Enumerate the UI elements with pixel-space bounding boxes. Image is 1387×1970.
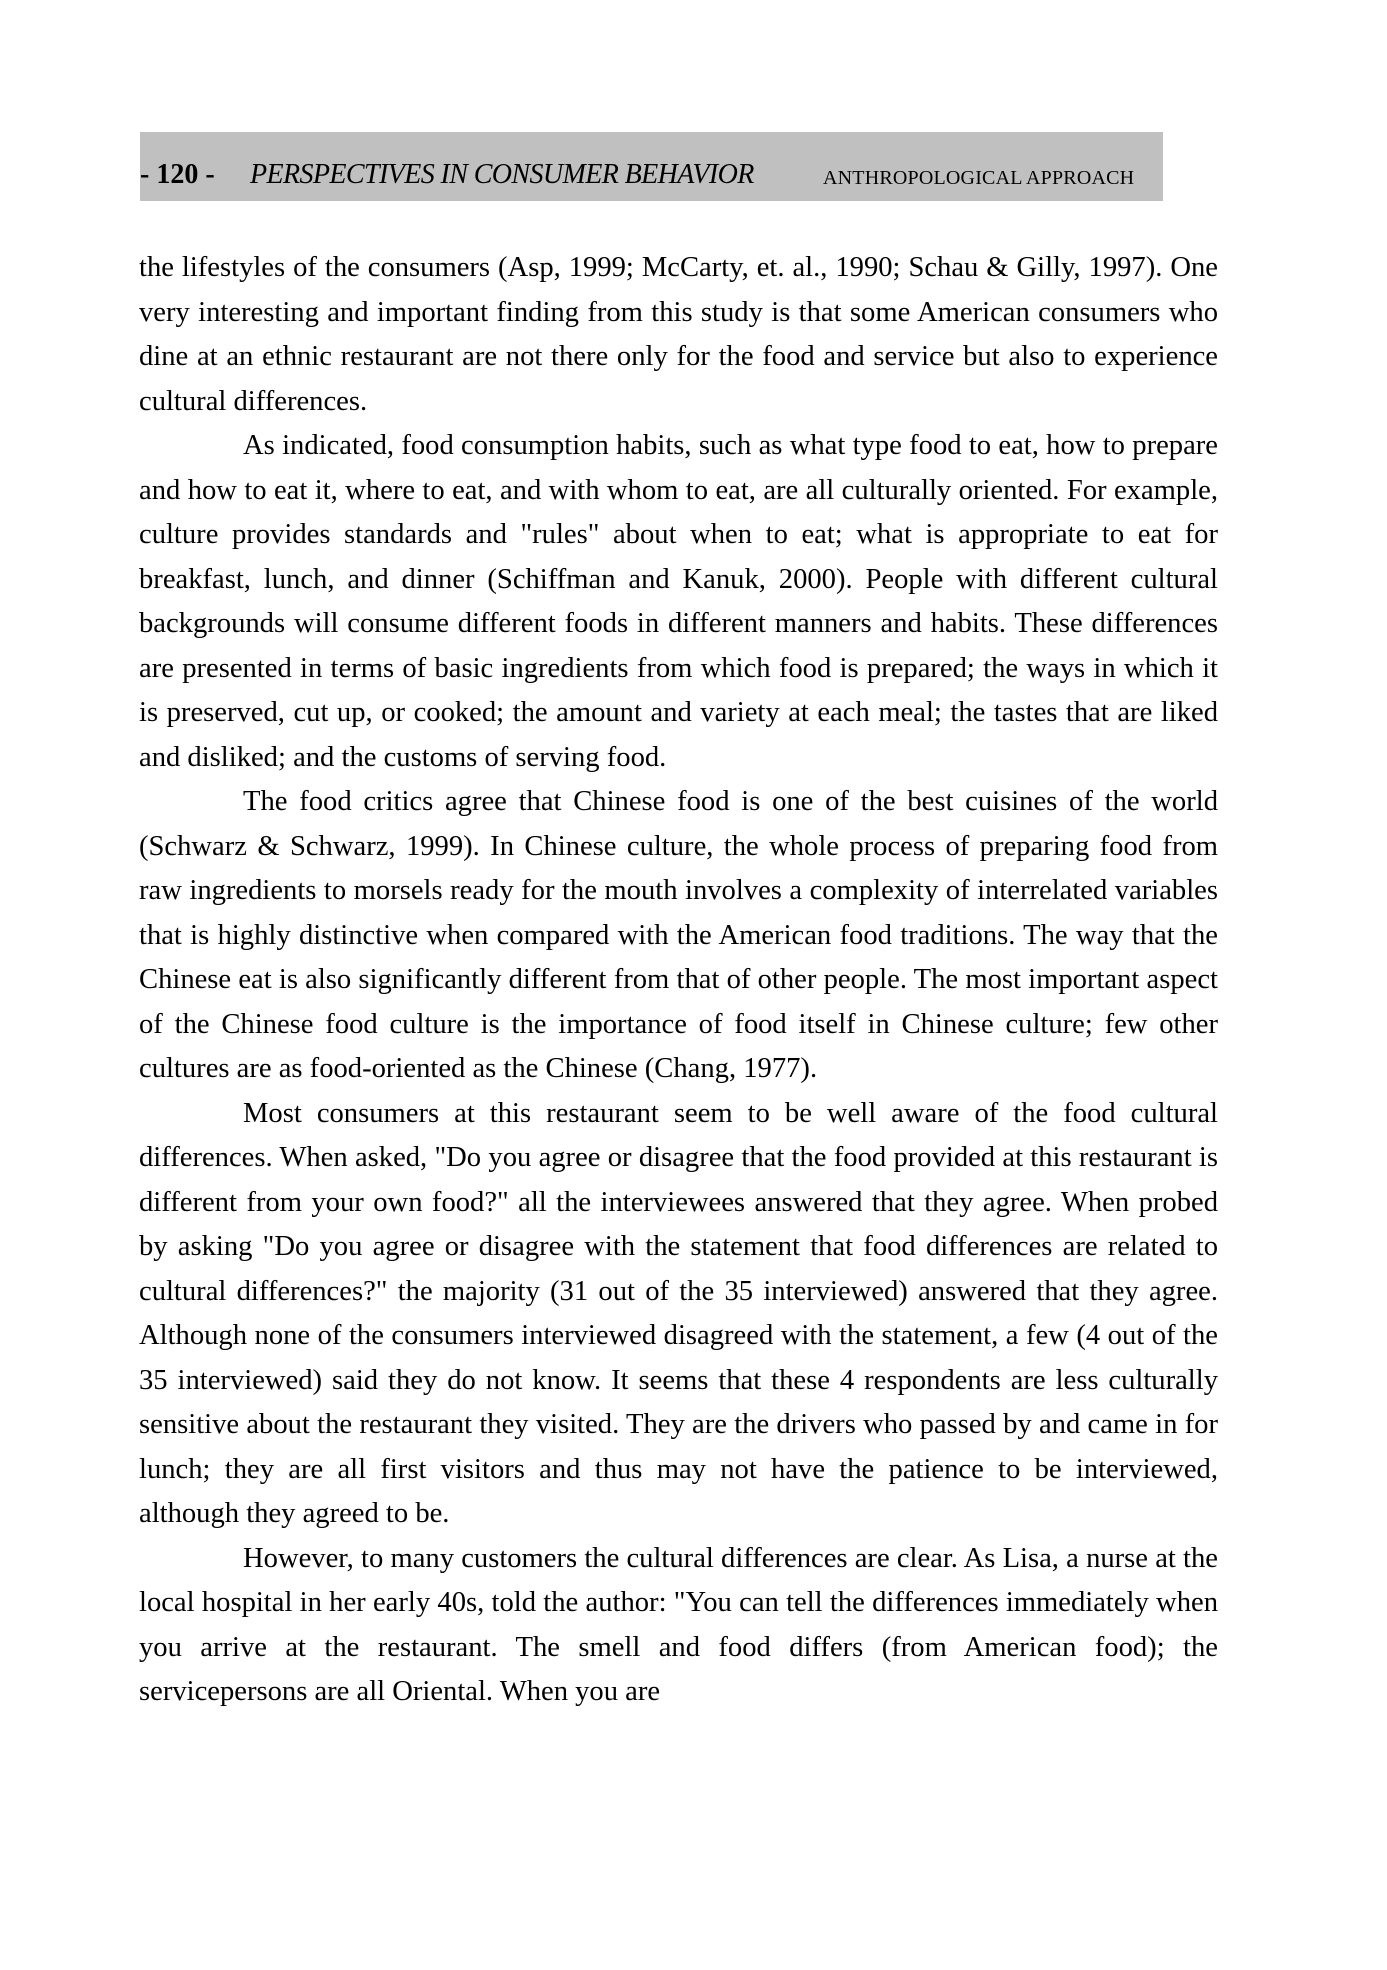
paragraph-4: Most consumers at this restaurant seem to be well aware of the food cultural differences. When asked, "Do you agree or disagree that the food provided at this restaurant is different from your own food?" all the interviewees answered that they agree. When probed by asking "Do you agree or disagree with the statement that food differences are related to cultural differences?" the majority (31 out of the 35 interviewed) answered that they agree. Although none of the consumers interviewed disagreed with the statement, a few (4 out of the 35 interviewed) said they do not know. It seems that these 4 respondents are less culturally sensitive about the restaurant they visited. They are the drivers who passed by and came in for lunch; they are all first visitors and thus may not have the patience to be interviewed, although they agreed to be.	[139, 1097, 1218, 1529]
paragraph-1: the lifestyles of the consumers (Asp, 1999; McCarty, et. al., 1990; Schau & Gilly, 1997). One very interesting and important finding from this study is that some American consumers who dine at an ethnic restaurant are not there only for the food and service but also to experience cultural differences.	[139, 252, 1218, 417]
paragraph-2: As indicated, food consumption habits, such as what type food to eat, how to prepare and how to eat it, where to eat, and with whom to eat, are all culturally oriented. For example, culture provides standards and "rules" about when to eat; what is appropriate to eat for breakfast, lunch, and dinner (Schiffman and Kanuk, 2000). People with different cultural backgrounds will consume different foods in different manners and habits. These differences are presented in terms of basic ingredients from which food is prepared; the ways in which it is preserved, cut up, or cooked; the amount and variety at each meal; the tastes that are liked and disliked; and the customs of serving food.	[139, 430, 1218, 773]
book-title: PERSPECTIVES IN CONSUMER BEHAVIOR	[250, 159, 754, 190]
page-number: - 120 -	[140, 159, 215, 190]
running-header	[140, 132, 1163, 201]
section-title: ANTHROPOLOGICAL APPROACH	[823, 167, 1135, 189]
paragraph-5: However, to many customers the cultural differences are clear. As Lisa, a nurse at the local hospital in her early 40s, told the author: "You can tell the differences immediately when you arrive at the restaurant. The smell and food differs (from American food); the servicepersons are all Oriental. When you are	[139, 1542, 1218, 1707]
body-text	[139, 246, 1218, 1715]
paragraph-3: The food critics agree that Chinese food is one of the best cuisines of the world (Schwarz & Schwarz, 1999). In Chinese culture, the whole process of preparing food from raw ingredients to morsels ready for the mouth involves a complexity of interrelated variables that is highly distinctive when compared with the American food traditions. The way that the Chinese eat is also significantly different from that of other people. The most important aspect of the Chinese food culture is the importance of food itself in Chinese culture; few other cultures are as food-oriented as the Chinese (Chang, 1977).	[139, 786, 1218, 1084]
